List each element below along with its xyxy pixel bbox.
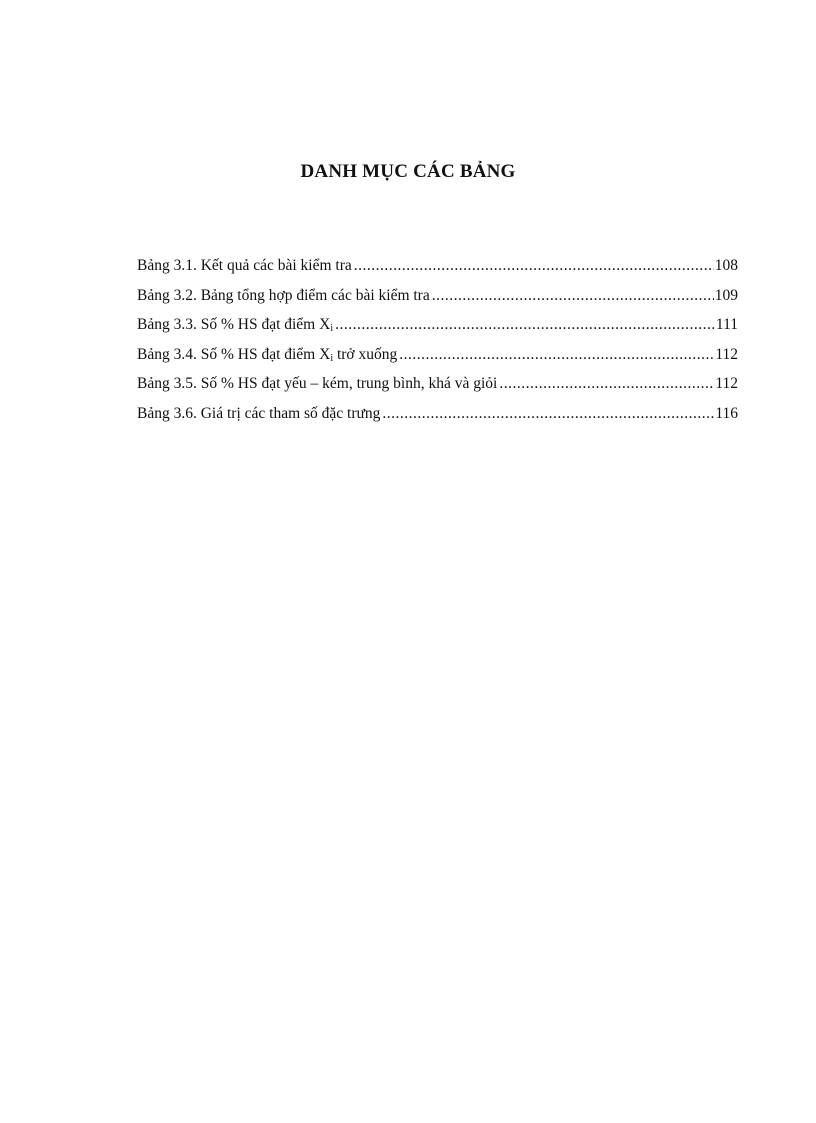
toc-leader-dots xyxy=(382,405,714,423)
toc-entry-label: Bảng 3.1. Kết quả các bài kiểm tra xyxy=(137,257,352,274)
page-title: DANH MỤC CÁC BẢNG xyxy=(300,161,516,182)
toc-entry-label: Bảng 3.2. Bảng tổng hợp điểm các bài kiểm tra xyxy=(137,286,430,304)
toc-entry[interactable] xyxy=(137,287,738,317)
toc-entry-page: 109 xyxy=(714,286,738,304)
toc-entry-label: Bảng 3.6. Giá trị các tham số đặc trưng xyxy=(137,404,381,422)
toc-entry-label: Bảng 3.3. Số % HS đạt điểm $X_i$ xyxy=(137,316,334,334)
toc-leader-dots xyxy=(354,257,714,275)
toc-entry-label: Bảng 3.5. Số % HS đạt yếu – kém, trung bình, khá và giỏi xyxy=(137,375,498,392)
toc-entry[interactable] xyxy=(137,257,738,287)
toc-entry-page: 112 xyxy=(715,345,738,363)
toc-entry[interactable] xyxy=(137,346,738,376)
toc-leader-dots xyxy=(399,346,714,364)
toc-entry-label: Bảng 3.4. Số % HS đạt điểm $X_i$ trở xuống xyxy=(137,345,398,364)
toc-entry-page: 111 xyxy=(715,316,738,333)
toc-leader-dots xyxy=(432,287,714,305)
toc-entry[interactable] xyxy=(137,316,738,346)
table-of-contents xyxy=(137,257,738,434)
toc-entry-page: 108 xyxy=(714,257,738,274)
toc-leader-dots xyxy=(335,316,715,334)
toc-entry-page: 112 xyxy=(715,375,738,392)
toc-leader-dots xyxy=(499,375,714,393)
toc-entry[interactable] xyxy=(137,375,738,405)
toc-entry[interactable] xyxy=(137,405,738,435)
toc-entry-page: 116 xyxy=(715,404,738,422)
